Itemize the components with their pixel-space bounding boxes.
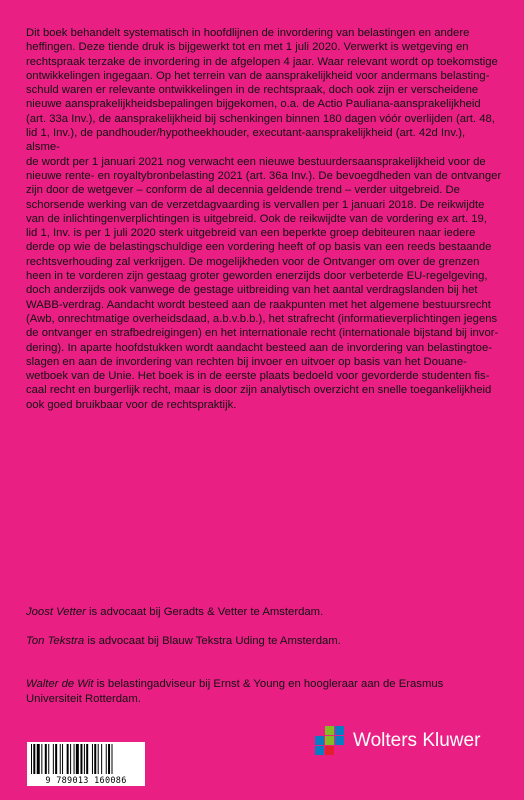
publisher-logo xyxy=(315,726,480,756)
barcode-bar xyxy=(108,744,110,774)
back-cover-blurb xyxy=(26,26,502,412)
barcode-bar xyxy=(67,744,69,774)
barcode-number: 9 789013 160086 xyxy=(45,776,127,786)
author-description: is belastingadviseur bij Ernst & Young en hoogleraar aan de Erasmus Universiteit Rotterdam. xyxy=(26,678,444,705)
barcode-bar xyxy=(48,744,49,774)
barcode-bar xyxy=(101,744,102,774)
barcode-bar xyxy=(92,744,93,774)
author-bio-tekstra xyxy=(26,634,502,648)
barcode-bar xyxy=(106,744,107,774)
barcode-bar xyxy=(70,744,71,774)
barcode-bar xyxy=(33,744,35,774)
author-bio-vetter xyxy=(26,605,502,619)
barcode-bar xyxy=(37,744,40,774)
barcode-bar xyxy=(80,744,82,774)
barcode-bar xyxy=(53,744,54,774)
author-name: Walter de Wit xyxy=(26,678,94,691)
author-description: is advocaat bij Geradts & Vetter te Amsterdam. xyxy=(85,606,324,618)
barcode-bar xyxy=(74,744,75,774)
author-description: is advocaat bij Blauw Tekstra Uding te Amsterdam. xyxy=(84,635,341,647)
barcode-bar xyxy=(98,744,99,774)
barcode-bars xyxy=(31,744,141,774)
author-name: Joost Vetter xyxy=(26,606,86,618)
wolters-kluwer-mark-icon xyxy=(315,726,345,756)
barcode-bar xyxy=(55,744,57,774)
author-name: Ton Tekstra xyxy=(26,635,85,647)
barcode-bar xyxy=(45,744,47,774)
barcode-bar xyxy=(76,744,79,774)
barcode-bar xyxy=(62,744,63,774)
publisher-name: Wolters Kluwer xyxy=(353,730,481,751)
blurb-text: Dit boek behandelt systematisch in hoofdlijnen de invordering van belastingen en andere heffingen. Deze tiende druk is bijgewerkt tot en met 1 juli 2020. Verwerkt is wetgeving en rechtspraak terzake de invordering in de afgelopen 4 jaar. Waar relevant wordt op toekomstige ontwikkelingen ingegaan. Op het terrein van de aansprakelijkheid voor andermans belasting- schuld waren er relevante ontwikkelingen in de rechtspraak, doch ook zijn er verscheidene nieuwe aansprakelijkheidsbepalingen bijgekomen, o.a. de Actio Pauliana-aansprakelijkheid (art. 33a Inv.), de aansprakelijkheid bij schenkingen binnen 180 dagen vóór overlijden (art. 48, lid 1, Inv.), de pandhouder/hypotheekhouder, executant-aansprakelijkheid (art. 42d Inv.), alsme- de wordt per 1 januari 2021 nog verwacht een nieuwe bestuurdersaansprakelijkheid voor de nieuwe rente- en royaltybronbelasting 2021 (art. 36a Inv.). De bevoegdheden van de ontvanger zijn door de wetgever – conform de al decennia geldende trend – verder uitgebreid. De schorsende werking van de verzetdagvaarding is vervallen per 1 januari 2018. De reikwijdte van de inlichtingenverplichtingen is uitgebreid. Ook de reikwijdte van de vordering ex art. 19, lid 1, Inv. is per 1 juli 2020 sterk uitgebreid van een beperkte groep debiteuren naar iedere derde op wie de belastingschuldige een vordering heeft of op basis van een reeds bestaande rechtsverhouding zal verkrijgen. De mogelijkheden voor de Ontvanger om over de grenzen heen in te vorderen zijn gestaag groter geworden enerzijds door verbeterde EU-regelgeving, doch anderzijds ook vanwege de gestage uitbreiding van het aantal verdragslanden bij het WABB-verdrag. Aandacht wordt besteed aan de raakpunten met het algemene bestuursrecht (Awb, onrechtmatige overheidsdaad, a.b.v.b.b.), het strafrecht (informatieverplichtingen jegens de ontvanger en strafbedreigingen) en het internationale recht (internationale bijstand bij invor- dering). In aparte hoofdstukken wordt aandacht besteed aan de invordering van belastingtoe- slagen en aan de invordering van rechten bij invoer en uitvoer op basis van het Douane- wetboek van de Unie. Het boek is in de eerste plaats bedoeld voor gevorderde studenten fis- caal recht en burgerlijk recht, maar is door zijn analytisch overzicht en snelle toegankelijkheid ook goed bruikbaar voor de rechtspraktijk. xyxy=(26,27,502,411)
barcode-bar xyxy=(84,744,85,774)
author-bio-de-wit xyxy=(26,663,502,706)
barcode-bar xyxy=(31,744,32,774)
barcode-bar xyxy=(60,744,61,774)
barcode-bar xyxy=(86,744,88,774)
barcode-bar xyxy=(112,744,113,774)
isbn-barcode xyxy=(27,742,145,786)
barcode-bar xyxy=(41,744,42,774)
barcode-bar xyxy=(94,744,96,774)
